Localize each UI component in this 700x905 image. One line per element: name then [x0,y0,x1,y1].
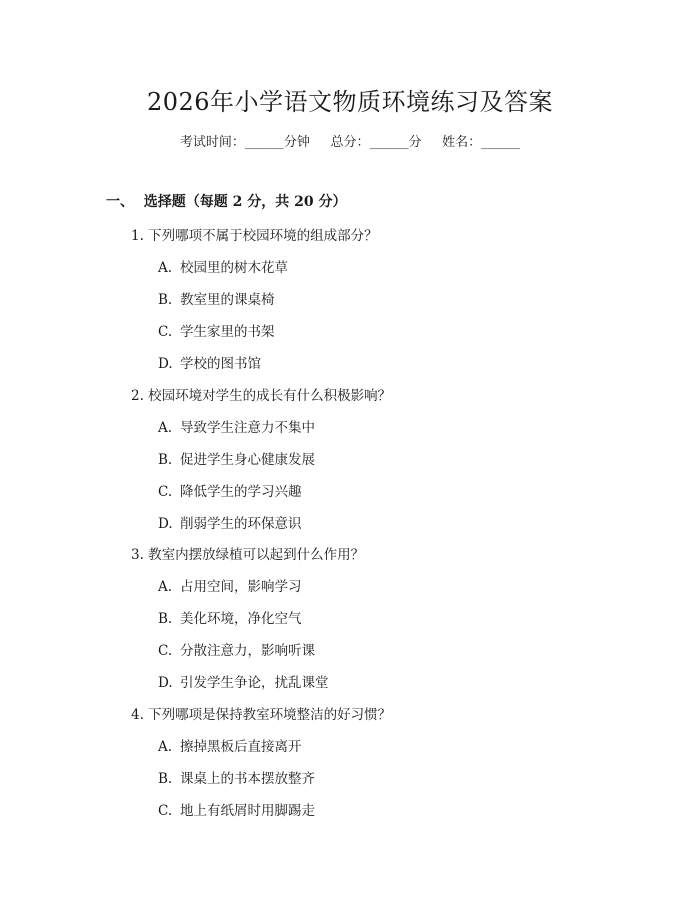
option-text: 地上有纸屑时用脚踢走 [180,803,315,819]
option-text: 美化环境，净化空气 [180,611,302,627]
question-1-option-c [158,320,275,340]
option-letter: A. [158,579,173,595]
question-3-option-c [158,639,315,659]
option-letter: B. [158,771,173,787]
option-letter: C. [158,484,173,500]
option-letter: A. [158,420,173,436]
option-text: 降低学生的学习兴趣 [180,484,302,500]
option-text: 学校的图书馆 [180,356,261,372]
option-text: 分散注意力，影响听课 [180,643,315,659]
option-text: 学生家里的书架 [180,324,275,340]
exam-info-line: 考试时间：______分钟 总分：______分 姓名：______ [179,135,521,150]
option-text: 引发学生争论，扰乱课堂 [180,675,329,691]
section-heading: 一、 选择题（每题 2 分，共 20 分） [106,194,347,210]
option-letter: C. [158,803,173,819]
question-3: 3. 教室内摆放绿植可以起到什么作用？ [131,547,365,563]
question-3-option-a [158,575,302,595]
question-1: 1. 下列哪项不属于校园环境的组成部分？ [131,228,378,244]
question-3-option-d [158,671,329,691]
option-letter: A. [158,260,173,276]
question-3-option-b [158,607,302,627]
question-1-option-d [158,352,261,372]
question-2-option-c [158,480,302,500]
option-text: 促进学生身心健康发展 [180,452,315,468]
option-text: 导致学生注意力不集中 [180,420,315,436]
option-letter: B. [158,452,173,468]
option-letter: D. [158,516,173,532]
option-letter: A. [158,739,173,755]
question-2-option-b [158,448,315,468]
question-2-option-d [158,512,302,532]
question-4-option-b [158,767,315,787]
option-text: 削弱学生的环保意识 [180,516,302,532]
option-letter: B. [158,611,173,627]
option-text: 校园里的树木花草 [180,260,288,276]
question-1-option-a [158,256,288,276]
option-letter: C. [158,643,173,659]
question-4-option-a [158,735,302,755]
option-text: 占用空间，影响学习 [180,579,302,595]
question-4-option-c [158,799,315,819]
option-letter: D. [158,675,173,691]
option-letter: B. [158,292,173,308]
question-2: 2. 校园环境对学生的成长有什么积极影响？ [131,388,392,404]
option-text: 课桌上的书本摆放整齐 [180,771,315,787]
question-2-option-a [158,416,315,436]
option-text: 教室里的课桌椅 [180,292,275,308]
option-letter: D. [158,356,173,372]
option-text: 擦掉黑板后直接离开 [180,739,302,755]
question-1-option-b [158,288,275,308]
option-letter: C. [158,324,173,340]
document-title: 2026年小学语文物质环境练习及答案 [146,88,554,116]
question-4: 4. 下列哪项是保持教室环境整洁的好习惯？ [131,707,392,723]
